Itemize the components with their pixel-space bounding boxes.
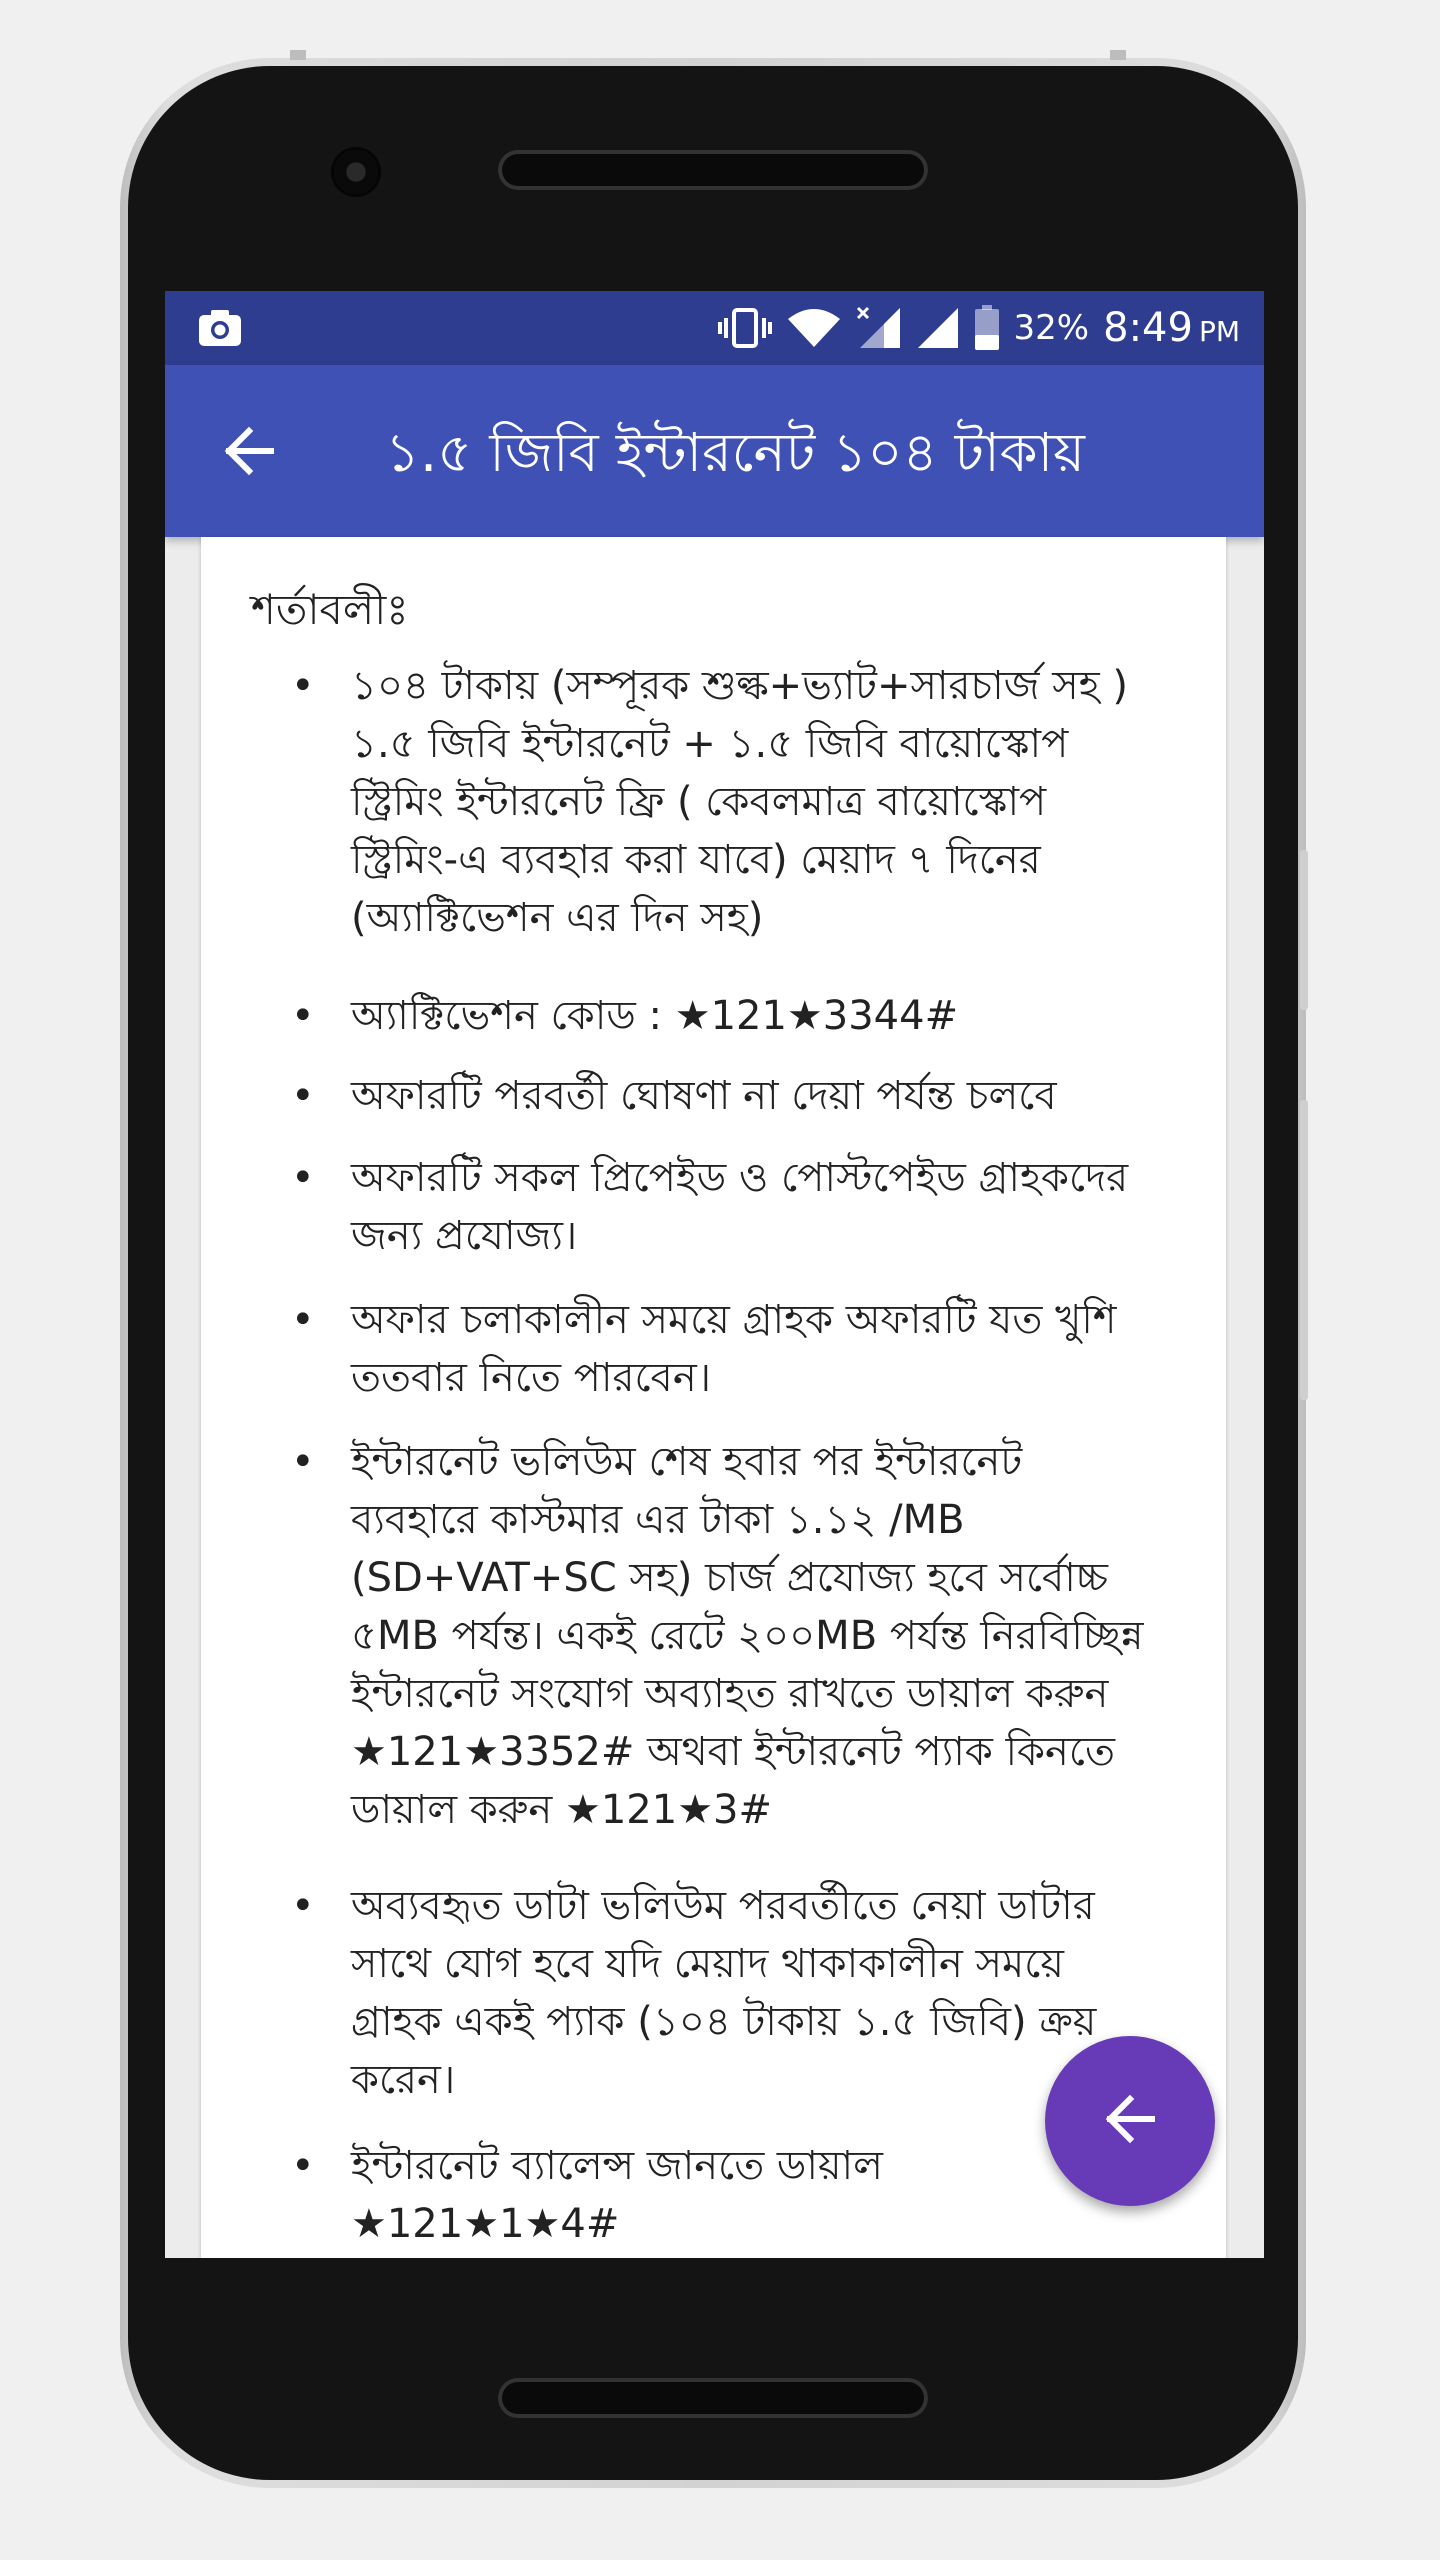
- phone-top-edge: [1110, 50, 1126, 60]
- list-item: [291, 1291, 1151, 1407]
- bottom-speaker: [498, 2378, 928, 2418]
- list-item: [291, 1877, 1151, 2109]
- list-item: [291, 1067, 1151, 1125]
- screen: [165, 291, 1264, 2258]
- battery-percentage: 32%: [1013, 308, 1090, 348]
- term-text: অফারটি সকল প্রিপেইড ও পোস্টপেইড গ্রাহকদের জন্য প্রযোজ্য।: [351, 1155, 1129, 1259]
- bullet: •: [291, 1883, 315, 1929]
- power-button: [1300, 850, 1308, 1010]
- signal-no-sim-icon: [856, 306, 902, 350]
- bullet: •: [291, 1439, 315, 1485]
- term-text: অফারটি পরবর্তী ঘোষণা না দেয়া পর্যন্ত চলবে: [351, 1073, 1057, 1119]
- term-text: অ্যাক্টিভেশন কোড : ★121★3344#: [351, 993, 959, 1039]
- front-camera: [334, 150, 378, 194]
- bullet: •: [291, 1073, 315, 1119]
- bullet: •: [291, 663, 315, 709]
- list-item: [291, 1149, 1151, 1265]
- list-item: [291, 2137, 1151, 2253]
- bullet: •: [291, 2143, 315, 2189]
- term-text: অব্যবহৃত ডাটা ভলিউম পরবর্তীতে নেয়া ডাটার সাথে যোগ হবে যদি মেয়াদ থাকাকালীন সময়ে গ্রাহক একই প্যাক (১০৪ টাকায় ১.৫ জিবি) ক্রয় করেন।: [351, 1883, 1097, 2103]
- screenshot-icon: [197, 308, 243, 352]
- back-arrow-icon: [1102, 2091, 1158, 2151]
- terms-heading: শর্তাবলীঃ: [251, 585, 409, 634]
- volume-button: [1300, 1100, 1308, 1400]
- clock: [1103, 305, 1240, 351]
- bullet: •: [291, 1155, 315, 1201]
- status-indicators: [718, 301, 1240, 355]
- terms-card: [201, 537, 1226, 2258]
- list-item: [291, 657, 1151, 947]
- list-item: [291, 1433, 1151, 1839]
- back-fab-button[interactable]: [1045, 2036, 1215, 2206]
- bullet: •: [291, 993, 315, 1039]
- term-text: ১০৪ টাকায় (সম্পূরক শুল্ক+ভ্যাট+সারচার্জ সহ ) ১.৫ জিবি ইন্টারনেট + ১.৫ জিবি বায়োস্কোপ স্ট্রিমিং ইন্টারনেট ফ্রি ( কেবলমাত্র বায়োস্কোপ স্ট্রিমিং-এ ব্যবহার করা যাবে) মেয়াদ ৭ দিনের (অ্যাক্টিভেশন এর দিন সহ): [351, 663, 1128, 941]
- clock-ampm: PM: [1198, 315, 1240, 348]
- term-text: অফার চলাকালীন সময়ে গ্রাহক অফারটি যত খুশি ততবার নিতে পারবেন।: [351, 1297, 1117, 1401]
- wifi-icon: [786, 307, 842, 349]
- clock-time: 8:49: [1103, 305, 1193, 351]
- term-text: ইন্টারনেট ব্যালেন্স জানতে ডায়াল ★121★1★4#: [351, 2143, 883, 2247]
- phone-top-edge: [290, 50, 306, 60]
- app-bar: [165, 365, 1264, 537]
- signal-icon: [916, 306, 960, 350]
- battery-icon: [974, 305, 1000, 351]
- page-title: ১.৫ জিবি ইন্টারনেট ১০৪ টাকায়: [385, 421, 1085, 484]
- vibrate-icon: [718, 307, 772, 349]
- back-arrow-icon[interactable]: [221, 423, 277, 483]
- term-text: ইন্টারনেট ভলিউম শেষ হবার পর ইন্টারনেট ব্যবহারে কাস্টমার এর টাকা ১.১২ /MB (SD+VAT+SC সহ) চার্জ প্রযোজ্য হবে সর্বোচ্চ ৫MB পর্যন্ত। একই রেটে ২০০MB পর্যন্ত নিরবিচ্ছিন্ন ইন্টারনেট সংযোগ অব্যাহত রাখতে ডায়াল করুন ★121★3352# অথবা ইন্টারনেট প্যাক কিনতে ডায়াল করুন ★121★3#: [351, 1439, 1144, 1833]
- bullet: •: [291, 1297, 315, 1343]
- earpiece-speaker: [498, 150, 928, 190]
- list-item: [291, 987, 1151, 1045]
- status-bar: [165, 291, 1264, 365]
